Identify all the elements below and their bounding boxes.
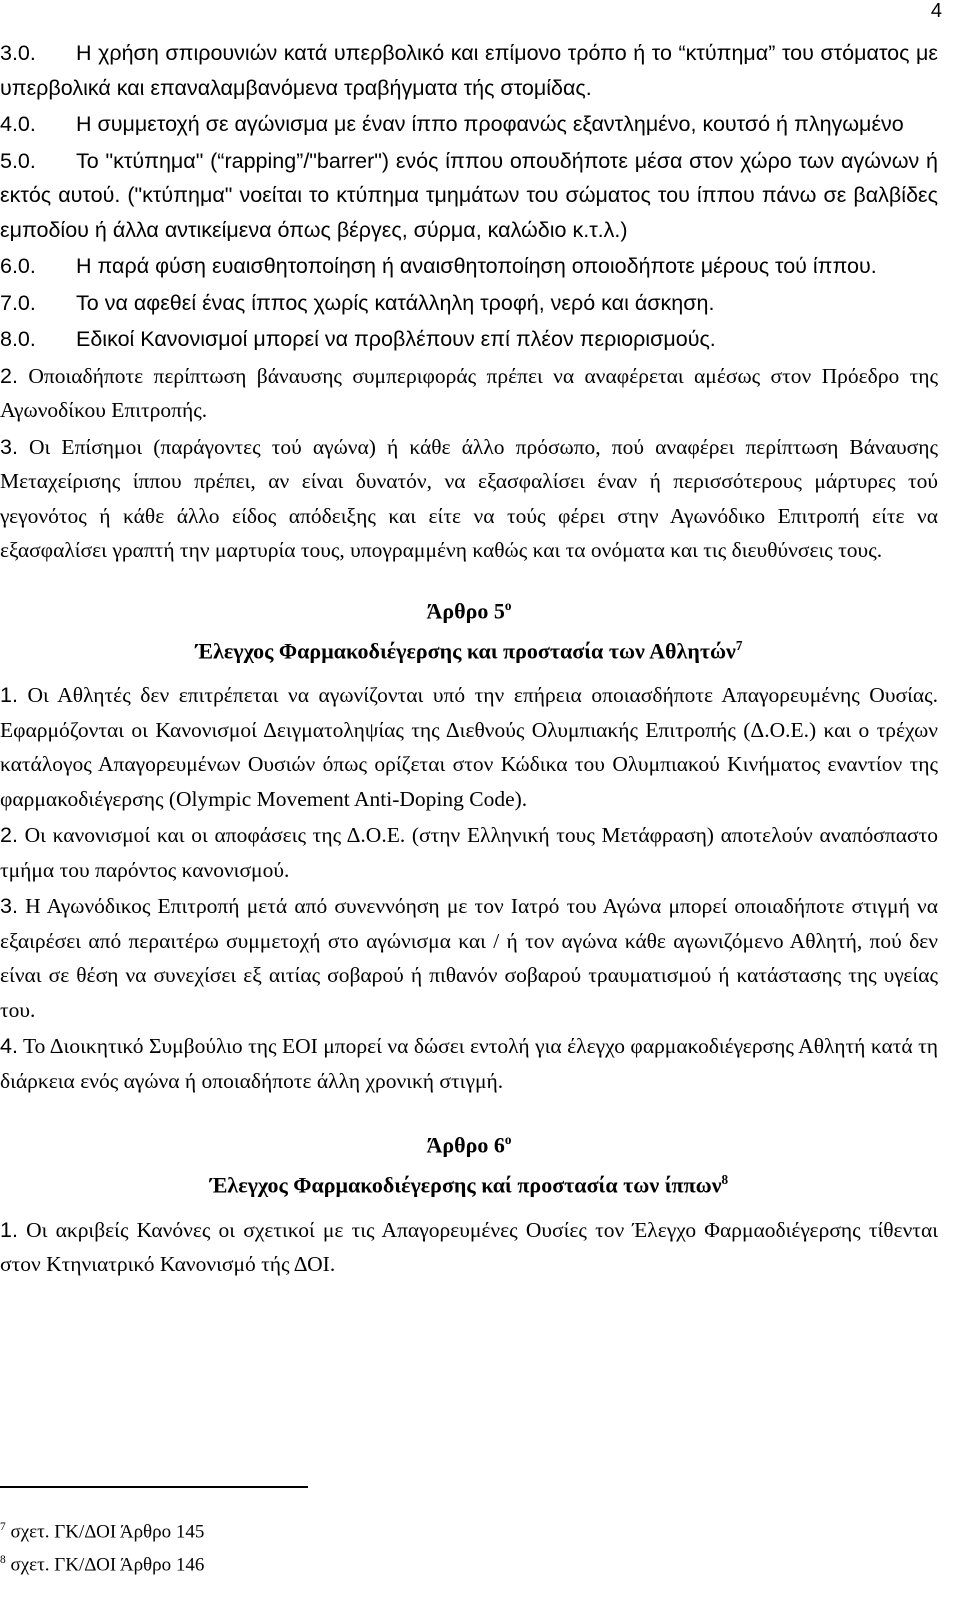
paragraph-number: 3.: [0, 894, 18, 919]
item-number: 6.0.: [0, 254, 36, 278]
footnote-mark: 8: [0, 1554, 6, 1567]
paragraph: [0, 889, 938, 1027]
footnote-marker: 7: [735, 637, 743, 653]
heading-superscript: ο: [504, 1132, 512, 1148]
footnote: [0, 1546, 204, 1579]
paragraph: [0, 1213, 938, 1282]
paragraph-number: 3.: [0, 434, 18, 459]
item-text: Το "κτύπημα" (“rapping”/"barrer") ενός ίππου οπουδήποτε μέσα στον χώρο των αγώνων ή εκτός αυτού. ("κτύπημα" νοείται το κτύπημα τμημάτων του σώματος του ίππου πάνω σε βαλβίδες εμποδίου ή άλλα αντικείμενα όπως βέργες, σύρμα, καλώδιο κ.τ.λ.): [0, 148, 938, 242]
heading-superscript: ο: [504, 597, 512, 613]
page-content: [0, 36, 938, 1282]
paragraph: [0, 1029, 938, 1098]
article-subheading: Έλεγχος Φαρμακοδιέγερσης καί προστασία των ίππων$^8$: [209, 1172, 729, 1198]
paragraph: [0, 359, 938, 428]
paragraph-text: Οι κανονισμοί και οι αποφάσεις της Δ.Ο.Ε. (στην Ελληνική τους Μετάφραση) αποτελούν αναπόσπαστο τμήμα του παρόντος κανονισμού.: [0, 823, 938, 882]
paragraph: [0, 678, 938, 816]
paragraph-text: Οι ακριβείς Κανόνες οι σχετικοί με τις Απαγορευμένες Ουσίες τον Έλεγχο Φαρμαοδιέγερσης τίθενται στον Κτηνιατρικό Κανονισμό τής ΔΟΙ.: [0, 1217, 938, 1277]
paragraph-text: Οποιαδήποτε περίπτωση βάναυσης συμπεριφοράς πρέπει να αναφέρεται αμέσως στον Πρόεδρο της Αγωνοδίκου Επιτροπής.: [0, 363, 938, 422]
footnote: [0, 1513, 204, 1546]
footnotes: [0, 1513, 204, 1580]
paragraph-text: Η Αγωνόδικος Επιτροπή μετά από συνεννόηση με τον Ιατρό του Αγώνα μπορεί οποιαδήποτε στιγμή να εξαιρέσει από περαιτέρω συμμετοχή στο αγώνισμα και / ή τον αγώνα κάθε αγωνιζόμενο Αθλητή, πού δεν είναι σε θέση να συνεχίσει εξ αιτίας σοβαρού ή πιθανόν σοβαρού τραυματισμού ή κατάστασης της υγείας του.: [0, 894, 938, 1022]
article-heading: Άρθρο $5^o$: [426, 597, 512, 623]
item-text: Εδικοί Κανονισμοί μπορεί να προβλέπουν επί πλέον περιορισμούς.: [76, 327, 716, 351]
footnote-marker: 8: [721, 1172, 729, 1188]
paragraph-text: Το Διοικητικό Συμβούλιο της ΕΟΙ μπορεί να δώσει εντολή για έλεγχο φαρμακοδιέγερσης Αθλητή κατά τη διάρκεια ενός αγώνα ή οποιαδήποτε άλλη χρονική στιγμή.: [0, 1034, 938, 1093]
item-number: 3.0.: [0, 41, 36, 65]
list-item: [0, 144, 938, 248]
paragraph-text: Οι Επίσημοι (παράγοντες τού αγώνα) ή κάθε άλλο πρόσωπο, πού αναφέρει περίπτωση Βάναυσης Μεταχείρισης ίππου πρέπει, αν είναι δυνατόν, να εξασφαλίσει έναν ή περισσότερους μάρτυρες τού γεγονότος ή κάθε άλλο είδος απόδειξης και είτε να τούς φέρει στην Αγωνόδικο Επιτροπή είτε να εξασφαλίσει γραπτή την μαρτυρία τους, υπογραμμένη καθώς και τα ονόματα και τις διευθύνσεις τους.: [0, 434, 938, 562]
paragraph-number: 2.: [0, 823, 18, 848]
item-number: 8.0.: [0, 327, 36, 351]
paragraph: [0, 430, 938, 568]
page-number: 4: [930, 0, 942, 22]
list-item: [0, 107, 938, 142]
item-number: 5.0.: [0, 148, 36, 173]
footnote-separator: [0, 1486, 308, 1488]
item-number: 7.0.: [0, 290, 36, 315]
paragraph-number: 1.: [0, 683, 18, 708]
paragraph-text: Οι Αθλητές δεν επιτρέπεται να αγωνίζονται υπό την επήρεια οποιασδήποτε Απαγορευμένης Ουσίας. Εφαρμόζονται οι Κανονισμοί Δειγματοληψίας της Διεθνούς Ολυμπιακής Επιτροπής (Δ.Ο.Ε.) και ο τρέχων κατάλογος Απαγορευμένων Ουσιών όπως ορίζεται στον Κώδικα του Ολυμπιακού Κινήματος εναντίον της φαρμακοδιέγερσης (Olympic Movement Anti-Doping Code).: [0, 683, 939, 811]
item-number: 4.0.: [0, 112, 36, 136]
footnote-text: σχετ. ΓΚ/ΔΟΙ Άρθρο 146: [10, 1554, 205, 1576]
paragraph: [0, 818, 938, 887]
paragraph-number: 1.: [0, 1217, 18, 1242]
list-item: [0, 36, 938, 105]
footnote-mark: 7: [0, 1521, 6, 1533]
article-heading: Άρθρο $6^o$: [426, 1132, 512, 1158]
article-subheading: Έλεγχος Φαρμακοδιέγερσης και προστασία των Αθλητών$^7$: [195, 637, 743, 664]
paragraph-number: 4.: [0, 1034, 18, 1059]
list-item: [0, 249, 938, 284]
item-text: Η παρά φύση ευαισθητοποίηση ή αναισθητοποίηση οποιοδήποτε μέρους τού ίππου.: [76, 254, 877, 278]
item-text: Η συμμετοχή σε αγώνισμα με έναν ίππο προφανώς εξαντλημένο, κουτσό ή πληγωμένο: [76, 112, 904, 136]
list-item: [0, 322, 938, 357]
item-text: Το να αφεθεί ένας ίππος χωρίς κατάλληλη τροφή, νερό και άσκηση.: [76, 290, 715, 315]
list-item: [0, 286, 938, 321]
item-text: Η χρήση σπιρουνιών κατά υπερβολικό και επίμονο τρόπο ή το “κτύπημα” του στόματος με υπερβολικά και επαναλαμβανόμενα τραβήγματα τής στομίδας.: [0, 41, 938, 100]
paragraph-number: 2.: [0, 363, 18, 388]
footnote-text: σχετ. ΓΚ/ΔΟΙ Άρθρο 145: [10, 1521, 205, 1543]
